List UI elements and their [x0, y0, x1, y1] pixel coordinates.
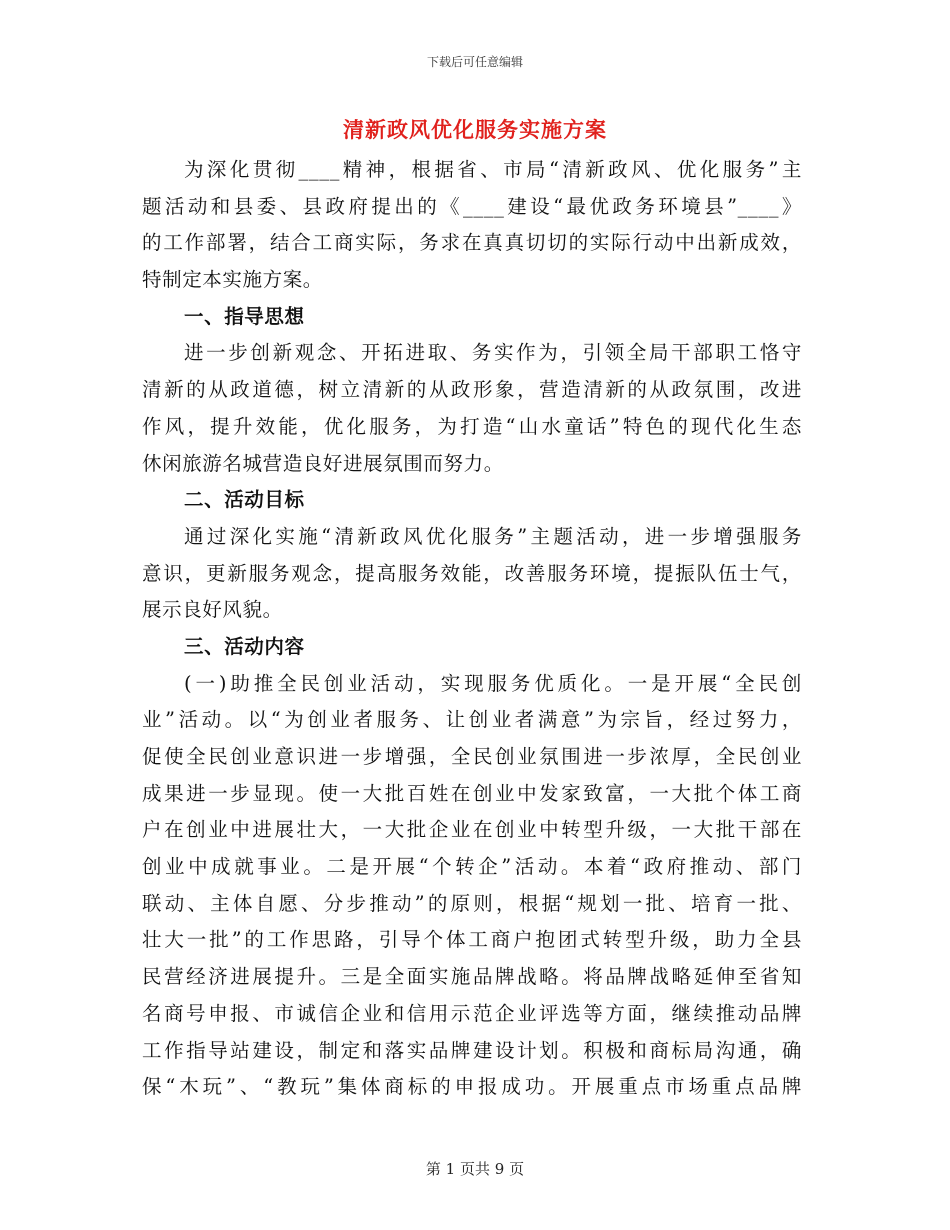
paragraph-line: 意识，更新服务观念，提高服务效能，改善服务环境，提振队伍士气，	[142, 561, 802, 585]
section-heading: 三、活动内容	[184, 634, 305, 658]
paragraph-line: 业”活动。以“为创业者服务、让创业者满意”为宗旨，经过努力，	[142, 708, 802, 732]
paragraph-line: 作风，提升效能，优化服务，为打造“山水童话”特色的现代化生态	[142, 414, 802, 438]
document-title: 清新政风优化服务实施方案	[343, 117, 607, 142]
section-heading: 二、活动目标	[184, 488, 305, 512]
paragraph-line: 促使全民创业意识进一步增强，全民创业氛围进一步浓厚，全民创业	[142, 745, 802, 768]
paragraph-line: 民营经济进展提升。三是全面实施品牌战略。将品牌战略延伸至省知	[142, 965, 802, 989]
page-footer: 第 1 页共 9 页	[425, 1160, 525, 1178]
paragraph-line: 名商号申报、市诚信企业和信用示范企业评选等方面，继续推动品牌	[142, 1001, 802, 1025]
paragraph-line: 进一步创新观念、开拓进取、务实作为，引领全局干部职工恪守	[184, 341, 802, 365]
section-heading: 一、指导思想	[184, 304, 305, 328]
page-header: 下载后可任意编辑	[426, 55, 523, 69]
paragraph-line: 工作指导站建设，制定和落实品牌建设计划。积极和商标局沟通，确	[142, 1038, 802, 1062]
paragraph-line: (一)助推全民创业活动，实现服务优质化。一是开展“全民创	[184, 671, 802, 695]
paragraph-line: 创业中成就事业。二是开展“个转企”活动。本着“政府推动、部门	[142, 855, 802, 879]
paragraph-line: 题活动和县委、县政府提出的《____建设“最优政务环境县”____》	[142, 194, 802, 218]
paragraph-line: 休闲旅游名城营造良好进展氛围而努力。	[142, 451, 504, 475]
paragraph-line: 壮大一批”的工作思路，引导个体工商户抱团式转型升级，助力全县	[142, 928, 802, 952]
paragraph-line: 的工作部署，结合工商实际，务求在真真切切的实际行动中出新成效，	[142, 231, 802, 255]
document-body	[142, 152, 802, 1106]
paragraph-line: 展示良好风貌。	[142, 598, 283, 622]
paragraph-line: 保“木玩”、“教玩”集体商标的申报成功。开展重点市场重点品牌	[142, 1075, 802, 1099]
paragraph-line: 为深化贯彻____精神，根据省、市局“清新政风、优化服务”主	[184, 158, 802, 181]
paragraph-line: 特制定本实施方案。	[142, 268, 323, 292]
paragraph-line: 户在创业中进展壮大，一大批企业在创业中转型升级，一大批干部在	[142, 818, 802, 842]
paragraph-line: 联动、主体自愿、分步推动”的原则，根据“规划一批、培育一批、	[142, 891, 802, 915]
paragraph-line: 清新的从政道德，树立清新的从政形象，营造清新的从政氛围，改进	[142, 378, 802, 402]
paragraph-line: 通过深化实施“清新政风优化服务”主题活动，进一步增强服务	[184, 524, 802, 548]
paragraph-line: 成果进一步显现。使一大批百姓在创业中发家致富，一大批个体工商	[142, 781, 802, 805]
